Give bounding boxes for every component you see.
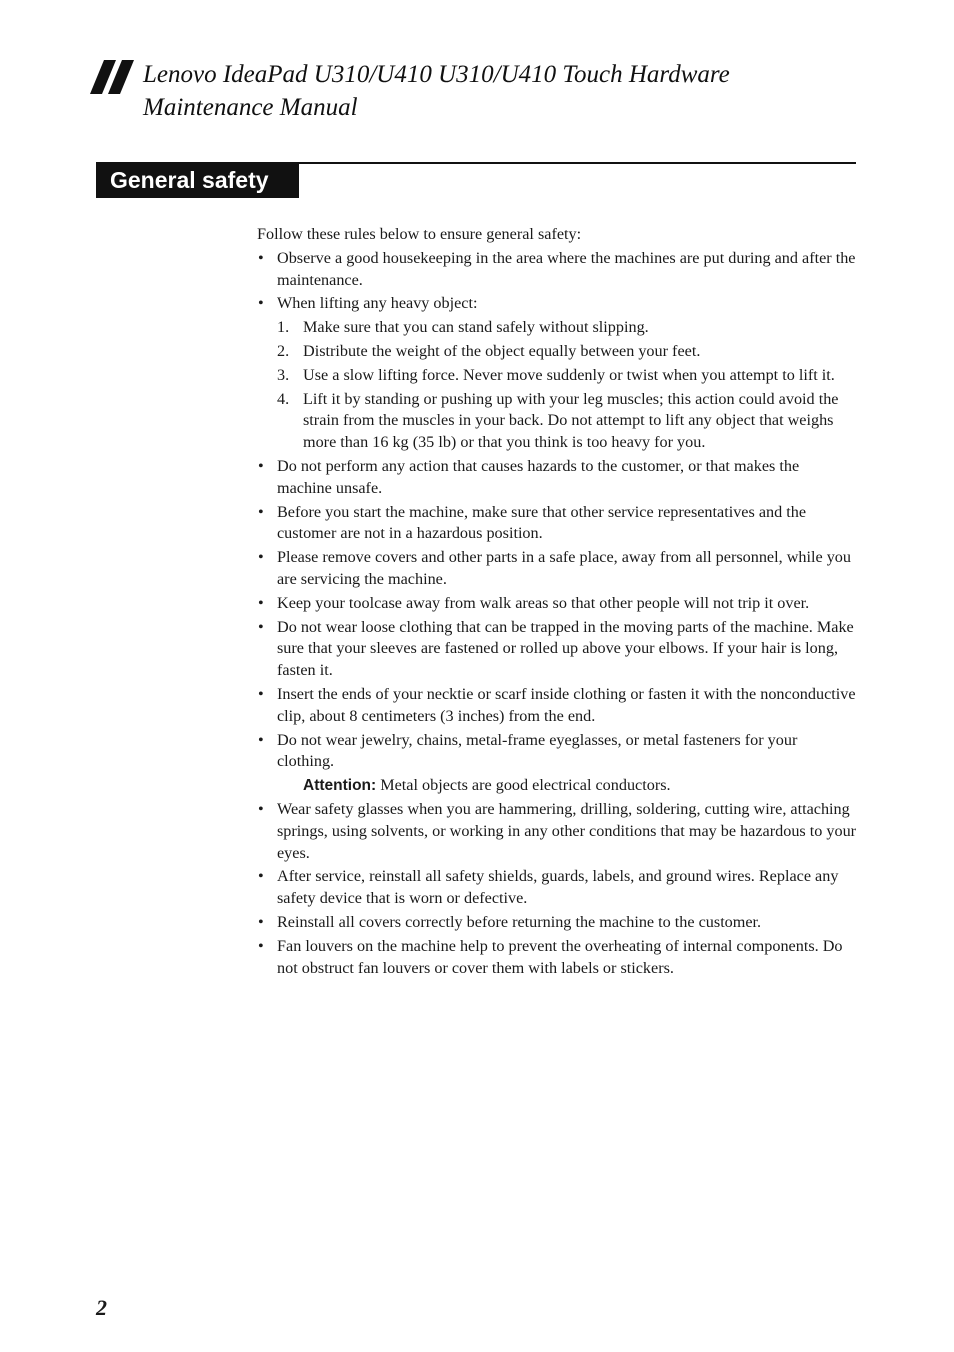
document-title (143, 58, 730, 124)
list-item (257, 502, 857, 546)
list-item (257, 293, 857, 454)
bullet-icon: • (258, 456, 264, 475)
list-item-text: Reinstall all covers correctly before returning the machine to the customer. (277, 912, 762, 931)
lifting-steps-list (257, 317, 857, 454)
list-item-text: Observe a good housekeeping in the area where the machines are put during and after the maintenance. (277, 248, 856, 289)
list-item-text: Do not wear loose clothing that can be trapped in the moving parts of the machine. Make sure that your sleeves are fastened or rolled up above your elbows. If your hair is long, fasten it. (277, 617, 854, 680)
bullet-icon: • (258, 502, 264, 521)
list-item (257, 936, 857, 980)
step-text: Distribute the weight of the object equally between your feet. (303, 341, 701, 360)
safety-rules-list (257, 248, 857, 980)
bullet-icon: • (258, 799, 264, 818)
bullet-icon: • (258, 730, 264, 749)
attention-label: Attention: (303, 777, 377, 795)
list-item-text: Please remove covers and other parts in a safe place, away from all personnel, while you are servicing the machine. (277, 548, 851, 588)
bullet-icon: • (258, 684, 264, 703)
step-number: 2. (277, 341, 290, 360)
list-item-text: Do not wear jewelry, chains, metal-frame eyeglasses, or metal fasteners for your clothing. (277, 730, 798, 771)
step-number: 4. (277, 389, 290, 408)
list-item (257, 912, 857, 934)
list-item (257, 730, 857, 797)
bullet-icon: • (258, 548, 264, 567)
bullet-icon: • (258, 936, 264, 955)
step-item (257, 317, 857, 339)
step-item (257, 365, 857, 387)
section-heading: General safety (96, 162, 299, 198)
list-item (257, 547, 857, 591)
header-slash-mark-icon (90, 60, 136, 94)
bullet-icon: • (258, 617, 264, 636)
bullet-icon: • (258, 248, 264, 267)
list-item-text: Wear safety glasses when you are hammering, drilling, soldering, cutting wire, attaching springs, using solvents, or working in any other conditions that may be hazardous to your eyes. (277, 799, 857, 862)
list-item-text: Fan louvers on the machine help to prevent the overheating of internal components. Do not obstruct fan louvers or cover them with labels or stickers. (277, 936, 843, 977)
document-title-line-2: Maintenance Manual (143, 94, 358, 121)
list-item-text: After service, reinstall all safety shields, guards, labels, and ground wires. Replace any safety device that is worn or defective. (277, 867, 839, 908)
list-item (257, 684, 857, 728)
bullet-icon: • (258, 593, 264, 612)
bullet-icon: • (258, 867, 264, 886)
safety-content (257, 224, 857, 981)
list-item (257, 456, 857, 500)
intro-text: Follow these rules below to ensure general safety: (257, 225, 582, 243)
step-item (257, 341, 857, 363)
list-item-text: Keep your toolcase away from walk areas so that other people will not trip it over. (277, 593, 810, 612)
list-item-text: Insert the ends of your necktie or scarf inside clothing or fasten it with the nonconductive clip, about 8 centimeters (3 inches) from the end. (277, 684, 856, 725)
attention-note (303, 775, 857, 797)
list-item (257, 866, 857, 910)
step-text: Lift it by standing or pushing up with your leg muscles; this action could avoid the strain from the muscles in your back. Do not attempt to lift any object that weighs more than 16 kg (35 lb) or that you think is too heavy for you. (303, 389, 839, 452)
bullet-icon: • (258, 912, 264, 931)
document-title-line-1: Lenovo IdeaPad U310/U410 U310/U410 Touch Hardware (143, 61, 730, 88)
list-item-text: Before you start the machine, make sure that other service representatives and the customer are not in a hazardous position. (277, 502, 807, 543)
list-item (257, 799, 857, 864)
page-number: 2 (96, 1295, 107, 1320)
list-item-text: Do not perform any action that causes hazards to the customer, or that makes the machine unsafe. (277, 456, 800, 497)
step-number: 1. (277, 318, 290, 337)
bullet-icon: • (258, 294, 264, 313)
list-item (257, 617, 857, 682)
list-item-text: When lifting any heavy object: (277, 294, 478, 313)
step-text: Make sure that you can stand safely without slipping. (303, 318, 649, 337)
attention-text: Metal objects are good electrical conductors. (376, 776, 671, 795)
step-number: 3. (277, 365, 290, 384)
list-item (257, 248, 857, 292)
step-text: Use a slow lifting force. Never move suddenly or twist when you attempt to lift it. (303, 365, 835, 384)
step-item (257, 389, 857, 454)
list-item (257, 593, 857, 615)
